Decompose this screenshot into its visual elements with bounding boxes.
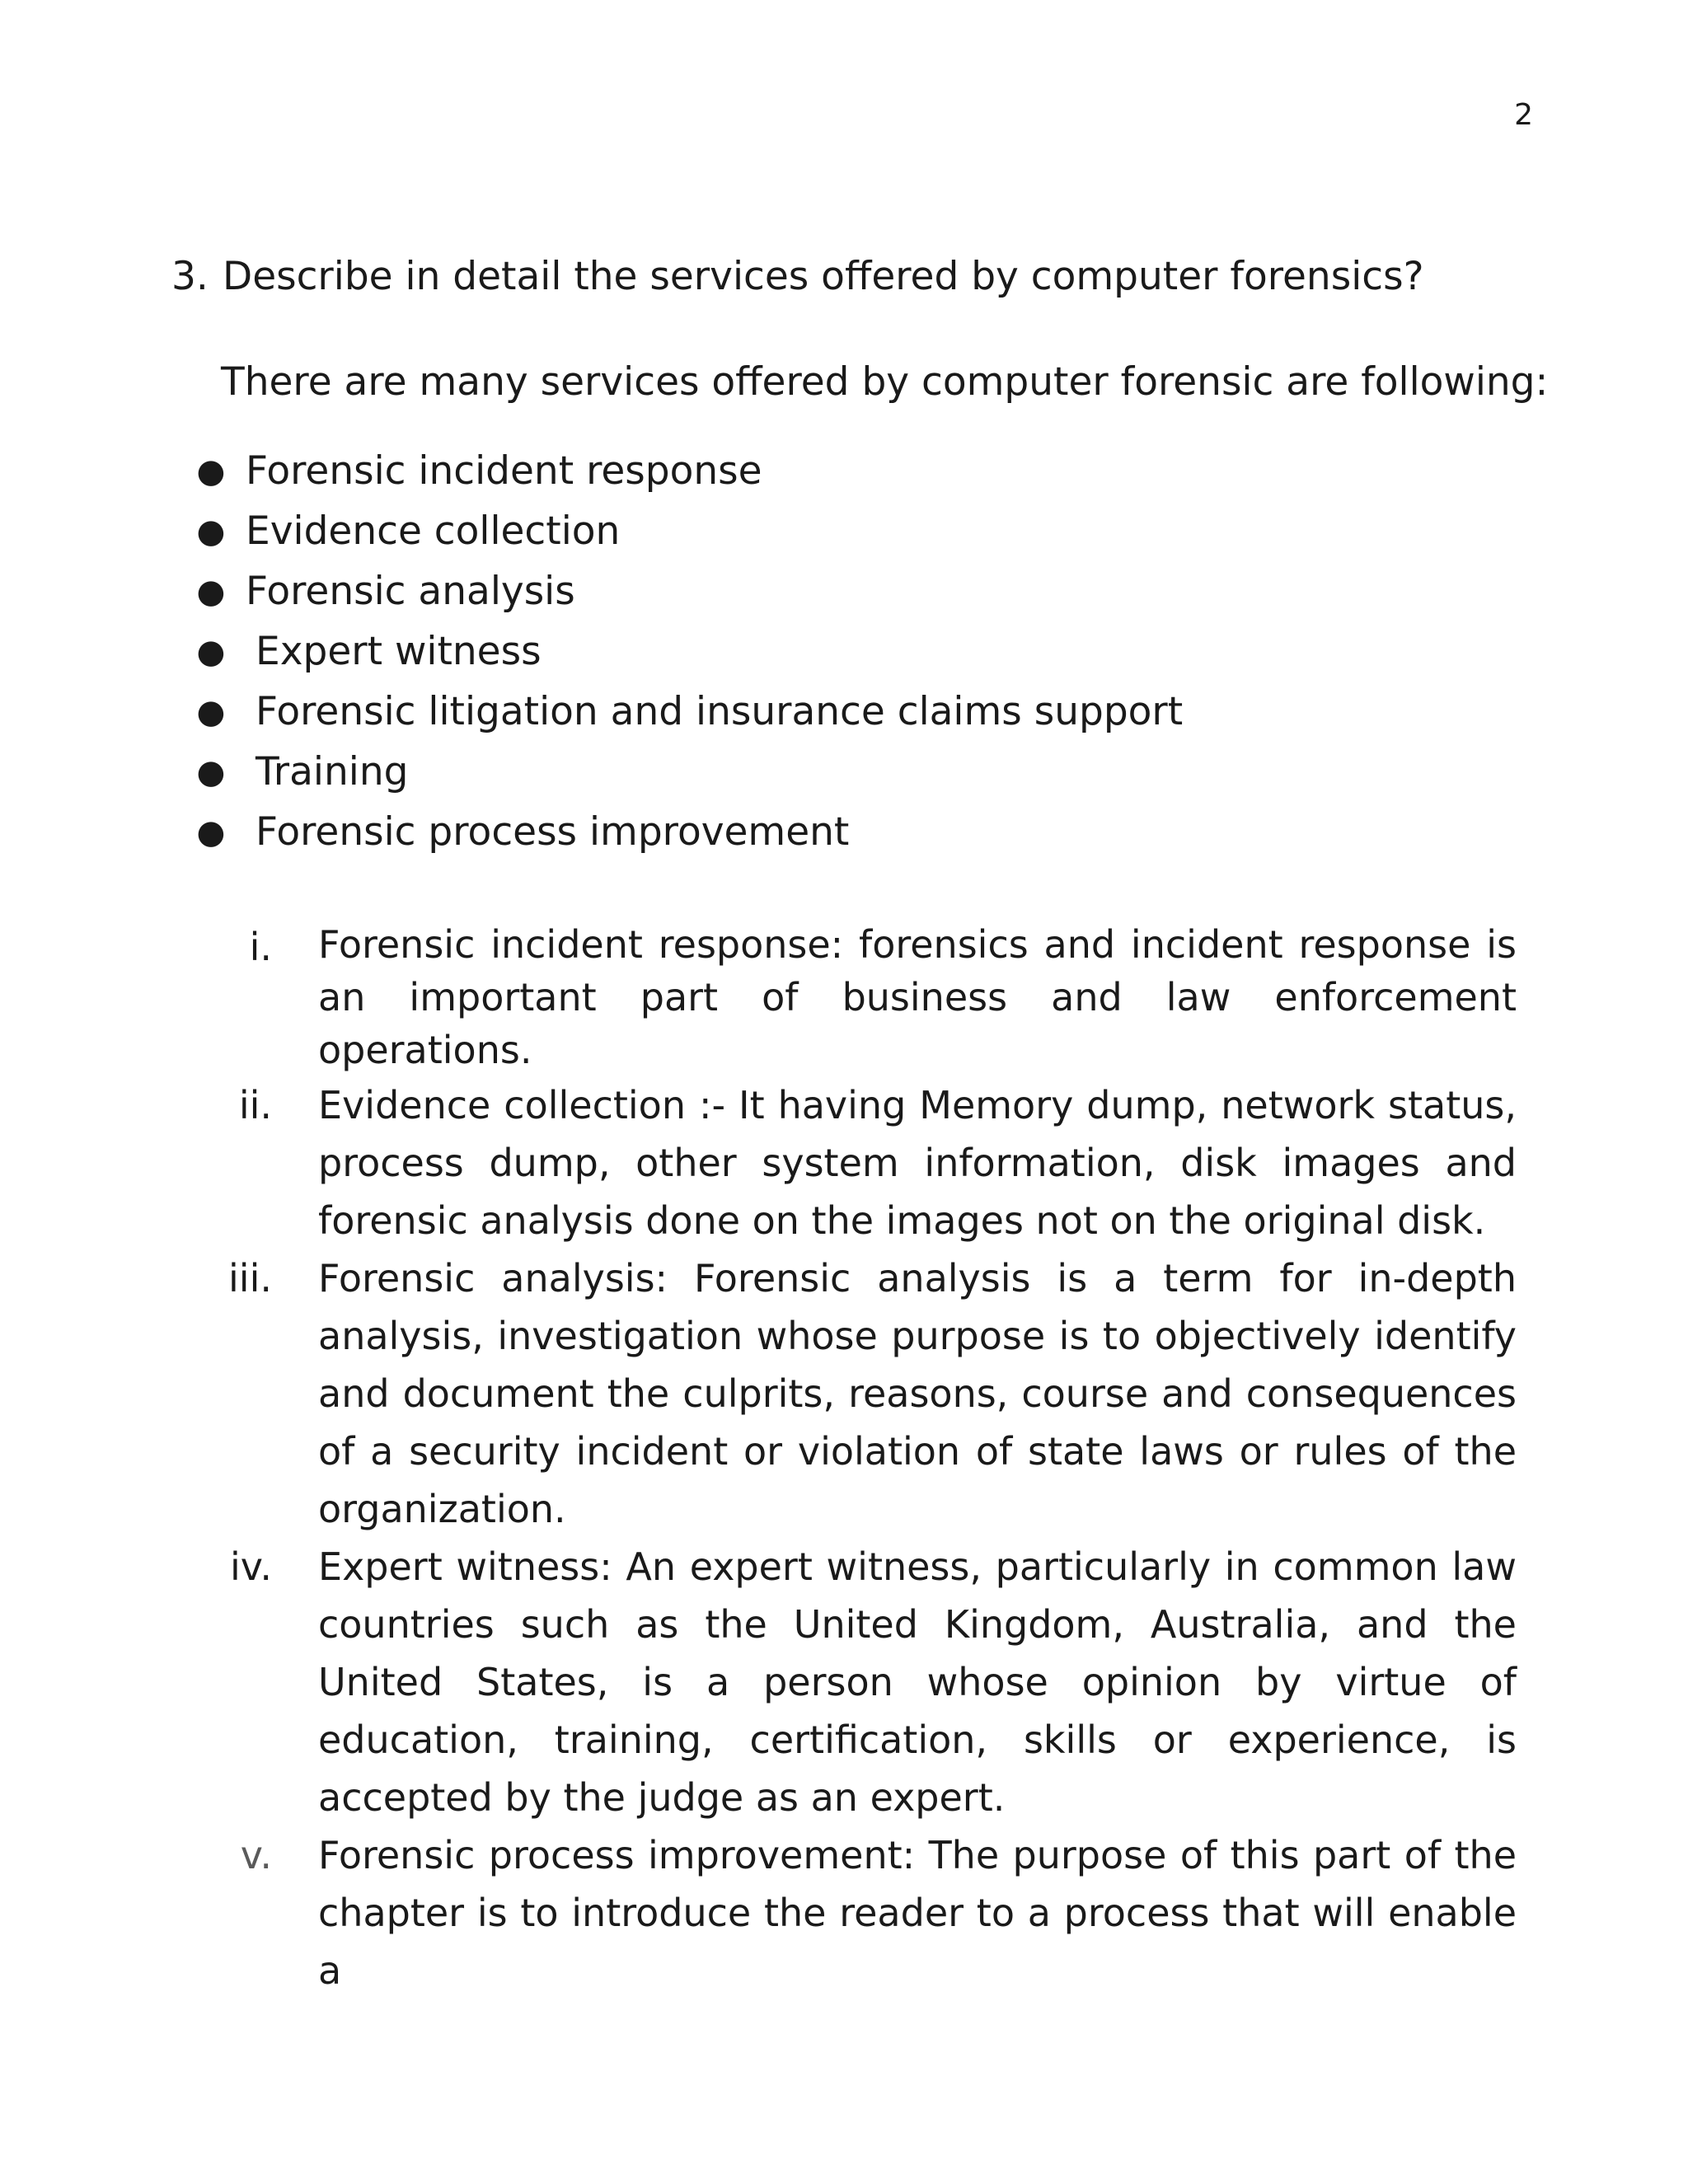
question-number: 3.: [171, 254, 209, 299]
bullet-icon: ●: [196, 753, 226, 791]
bullet-text: Forensic litigation and insurance claims support: [256, 689, 1184, 734]
services-detail-list: [165, 918, 1517, 1999]
detail-text: Evidence collection :- It having Memory dump, network status, process dump, other system information, disk images and forensic analysis done on the images not on the original disk.: [318, 1083, 1517, 1243]
bullet-text: Training: [256, 749, 409, 794]
bullet-icon: ●: [196, 573, 226, 611]
detail-item: [165, 1826, 1517, 1999]
detail-item: [165, 1249, 1517, 1538]
roman-numeral: ii.: [238, 1083, 272, 1127]
bullet-text: Expert witness: [256, 629, 542, 674]
detail-text: Forensic incident response: forensics and incident response is an important part of business and law enforcement operations.: [318, 922, 1517, 1072]
detail-item: [165, 918, 1517, 1076]
detail-text: Expert witness: An expert witness, particularly in common law countries such as the United Kingdom, Australia, and the United States, is a person whose opinion by virtue of education, training, certification, skills or experience, is accepted by the judge as an expert.: [318, 1544, 1517, 1820]
detail-item: [165, 1538, 1517, 1826]
bullet-icon: ●: [196, 693, 226, 731]
bullet-text: Forensic process improvement: [256, 809, 850, 855]
bullet-icon: ●: [196, 633, 226, 671]
roman-numeral: iv.: [229, 1544, 272, 1589]
bullet-text: Forensic incident response: [246, 448, 762, 494]
intro-paragraph: There are many services offered by computer forensic are following:: [221, 359, 1549, 405]
bullet-icon: ●: [196, 813, 226, 851]
detail-text: Forensic analysis: Forensic analysis is a term for in-depth analysis, investigation whose purpose is to objectively identify and document the culprits, reasons, course and consequences of a security incident or violation of state laws or rules of the organization.: [318, 1256, 1517, 1531]
detail-text: Forensic process improvement: The purpose of this part of the chapter is to introduce the reader to a process that will enable a: [318, 1833, 1517, 1993]
question-heading: [171, 252, 1424, 302]
roman-numeral: i.: [249, 925, 272, 969]
bullet-text: Evidence collection: [246, 509, 621, 554]
page-number: 2: [1514, 98, 1533, 132]
roman-numeral: v.: [240, 1833, 272, 1877]
roman-numeral: iii.: [228, 1256, 272, 1301]
question-text: Describe in detail the services offered by computer forensics?: [223, 254, 1424, 299]
bullet-icon: ●: [196, 452, 226, 490]
bullet-text: Forensic analysis: [246, 569, 575, 614]
bullet-icon: ●: [196, 513, 226, 551]
detail-item: [165, 1076, 1517, 1249]
